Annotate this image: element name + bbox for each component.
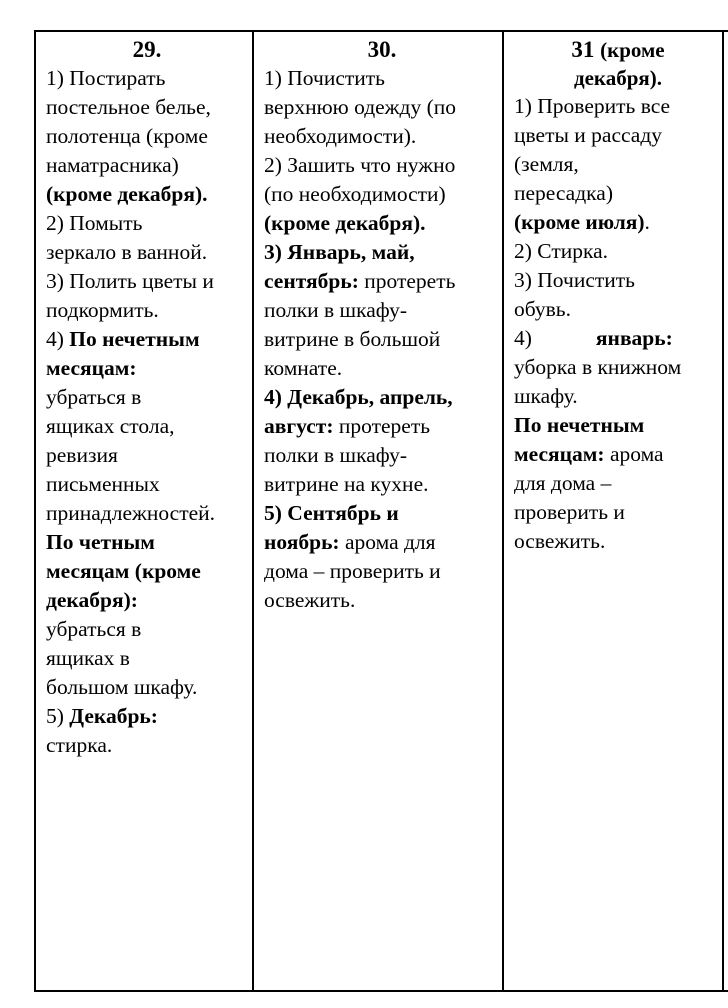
task-line: пересадка): [514, 181, 613, 205]
task-line: [514, 208, 722, 237]
task-line: наматрасника): [46, 153, 179, 177]
day-29-cell: [46, 36, 248, 760]
task-schedule: август:: [264, 414, 334, 438]
task-schedule: ноябрь:: [264, 530, 340, 554]
day-31-cell: [514, 36, 722, 556]
task-line: необходимости).: [264, 124, 417, 148]
task-line: ящиках в: [46, 646, 130, 670]
task-line: декабря):: [46, 588, 138, 612]
table-top-border: [34, 30, 728, 32]
column-divider-1: [252, 30, 254, 992]
task-line: 1) Почистить: [264, 66, 385, 90]
task-line: витрине в большой: [264, 327, 441, 351]
task-line: убраться в: [46, 385, 142, 409]
task-line: убраться в: [46, 617, 142, 641]
task-line: [264, 412, 500, 441]
task-line: [264, 267, 500, 296]
table-right-border: [722, 30, 724, 992]
task-number: 5): [46, 704, 70, 728]
day-29-heading: 29.: [132, 37, 162, 62]
task-text: арома: [604, 442, 664, 466]
task-line: 3) Январь, май,: [264, 240, 415, 264]
task-line: [264, 528, 500, 557]
day-30-heading: 30.: [367, 37, 397, 62]
task-schedule: Декабрь:: [69, 704, 158, 728]
task-line: месяцам:: [46, 356, 137, 380]
task-line: зеркало в ванной.: [46, 240, 208, 264]
task-line: месяцам (кроме: [46, 559, 201, 583]
task-line: 5) Сентябрь и: [264, 501, 399, 525]
column-divider-2: [502, 30, 504, 992]
task-text: арома для: [339, 530, 436, 554]
task-text: протереть: [358, 269, 456, 293]
task-schedule: месяцам:: [514, 442, 605, 466]
task-line: ящиках стола,: [46, 414, 175, 438]
task-line: По нечетным: [514, 413, 645, 437]
task-line: (земля,: [514, 152, 579, 176]
task-line: освежить.: [264, 588, 356, 612]
task-line: верхнюю одежду (по: [264, 95, 457, 119]
task-line: (по необходимости): [264, 182, 446, 206]
task-line: [46, 702, 248, 731]
task-line: 2) Помыть: [46, 211, 143, 235]
task-line: 2) Стирка.: [514, 239, 609, 263]
task-line: 2) Зашить что нужно: [264, 153, 456, 177]
task-line: [514, 440, 722, 469]
task-line: полотенца (кроме: [46, 124, 208, 148]
task-line: По четным: [46, 530, 155, 554]
task-line: шкафу.: [514, 384, 578, 408]
task-line: (кроме декабря).: [46, 182, 208, 206]
task-line: принадлежностей.: [46, 501, 216, 525]
task-line: письменных: [46, 472, 160, 496]
day-31-heading-line2: [514, 64, 722, 92]
task-line: комнате.: [264, 356, 343, 380]
task-schedule: (кроме июля): [514, 210, 645, 234]
task-line: дома – проверить и: [264, 559, 441, 583]
task-line: (кроме декабря).: [264, 211, 426, 235]
task-schedule: сентябрь:: [264, 269, 359, 293]
task-number: 4): [514, 326, 532, 350]
task-line: 1) Проверить все: [514, 94, 671, 118]
day-31-number: 31: [571, 37, 595, 62]
task-line: уборка в книжном: [514, 355, 682, 379]
task-line: проверить и: [514, 500, 625, 524]
task-line: витрине на кухне.: [264, 472, 429, 496]
task-line: 3) Почистить: [514, 268, 635, 292]
task-line: для дома –: [514, 471, 612, 495]
task-line: обувь.: [514, 297, 571, 321]
task-line: полки в шкафу-: [264, 298, 408, 322]
task-line: полки в шкафу-: [264, 443, 408, 467]
task-line: подкормить.: [46, 298, 159, 322]
task-line: цветы и рассаду: [514, 123, 663, 147]
task-line: постельное белье,: [46, 95, 211, 119]
task-line: 4) Декабрь, апрель,: [264, 385, 453, 409]
day-31-heading-note-2: декабря).: [573, 66, 662, 90]
task-line: 1) Постирать: [46, 66, 166, 90]
task-text: .: [644, 210, 650, 234]
task-line: большом шкафу.: [46, 675, 198, 699]
task-line: [514, 324, 722, 353]
table-bottom-border: [34, 990, 728, 992]
day-31-heading-note: (кроме: [600, 38, 665, 62]
table-left-border: [34, 30, 36, 992]
task-text: протереть: [333, 414, 431, 438]
day-31-heading: [514, 36, 722, 64]
task-line: [46, 325, 248, 354]
task-line: ревизия: [46, 443, 118, 467]
day-30-cell: [264, 36, 500, 615]
task-line: стирка.: [46, 733, 113, 757]
task-line: освежить.: [514, 529, 606, 553]
task-number: 4): [46, 327, 70, 351]
task-schedule: январь:: [595, 326, 673, 350]
task-line: 3) Полить цветы и: [46, 269, 214, 293]
task-schedule: По нечетным: [69, 327, 200, 351]
